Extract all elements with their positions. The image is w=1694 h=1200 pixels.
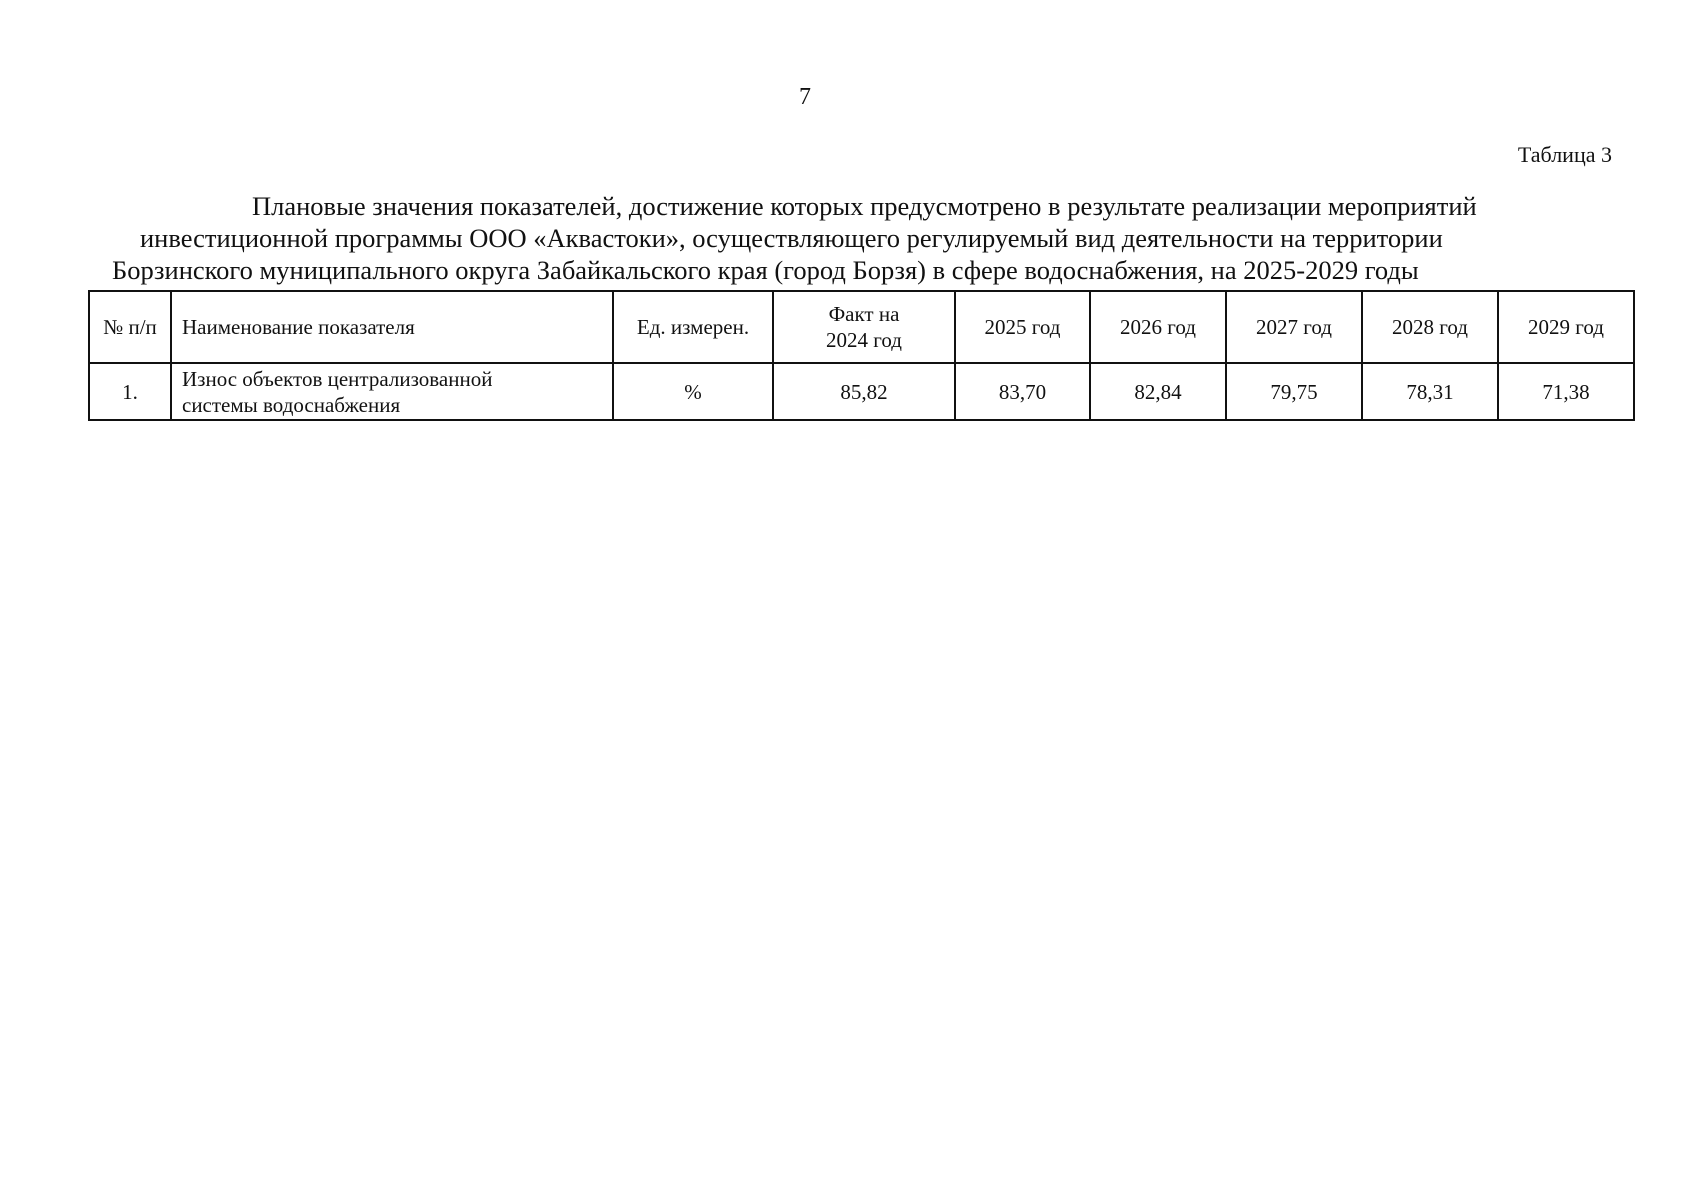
- title-line: Борзинского муниципального округа Забайкальского края (город Борзя) в сфере водоснабжения, на 2025-2029 годы: [112, 255, 1419, 285]
- cell-unit: %: [613, 363, 773, 420]
- header-fact-2024: [773, 291, 955, 363]
- header-2027: 2027 год: [1226, 291, 1362, 363]
- cell-2028: 78,31: [1362, 363, 1498, 420]
- cell-2027: 79,75: [1226, 363, 1362, 420]
- header-2025: 2025 год: [955, 291, 1090, 363]
- title-line: Плановые значения показателей, достижение которых предусмотрено в результате реализации мероприятий: [252, 191, 1477, 221]
- header-2026: 2026 год: [1090, 291, 1226, 363]
- cell-name-line: Износ объектов централизованной: [182, 366, 493, 391]
- table-header-row: [89, 291, 1634, 363]
- header-num: № п/п: [89, 291, 171, 363]
- header-2028: 2028 год: [1362, 291, 1498, 363]
- table-caption: Таблица 3: [1517, 142, 1612, 167]
- header-fact-line: Факт на: [828, 302, 900, 326]
- header-name: Наименование показателя: [171, 291, 613, 363]
- table-title: [112, 190, 1572, 286]
- page-number: 7: [799, 84, 811, 110]
- title-line: инвестиционной программы ООО «Аквастоки», осуществляющего регулируемый вид деятельности на территории: [140, 223, 1443, 253]
- table-row: [89, 363, 1634, 420]
- cell-num: 1.: [89, 363, 171, 420]
- header-unit: Ед. измерен.: [613, 291, 773, 363]
- cell-2026: 82,84: [1090, 363, 1226, 420]
- indicators-table: [88, 290, 1635, 421]
- cell-name: [171, 363, 613, 420]
- cell-2025: 83,70: [955, 363, 1090, 420]
- cell-2029: 71,38: [1498, 363, 1634, 420]
- header-fact-line: 2024 год: [826, 328, 902, 352]
- cell-name-line: системы водоснабжения: [182, 392, 401, 417]
- cell-fact-2024: 85,82: [773, 363, 955, 420]
- header-2029: 2029 год: [1498, 291, 1634, 363]
